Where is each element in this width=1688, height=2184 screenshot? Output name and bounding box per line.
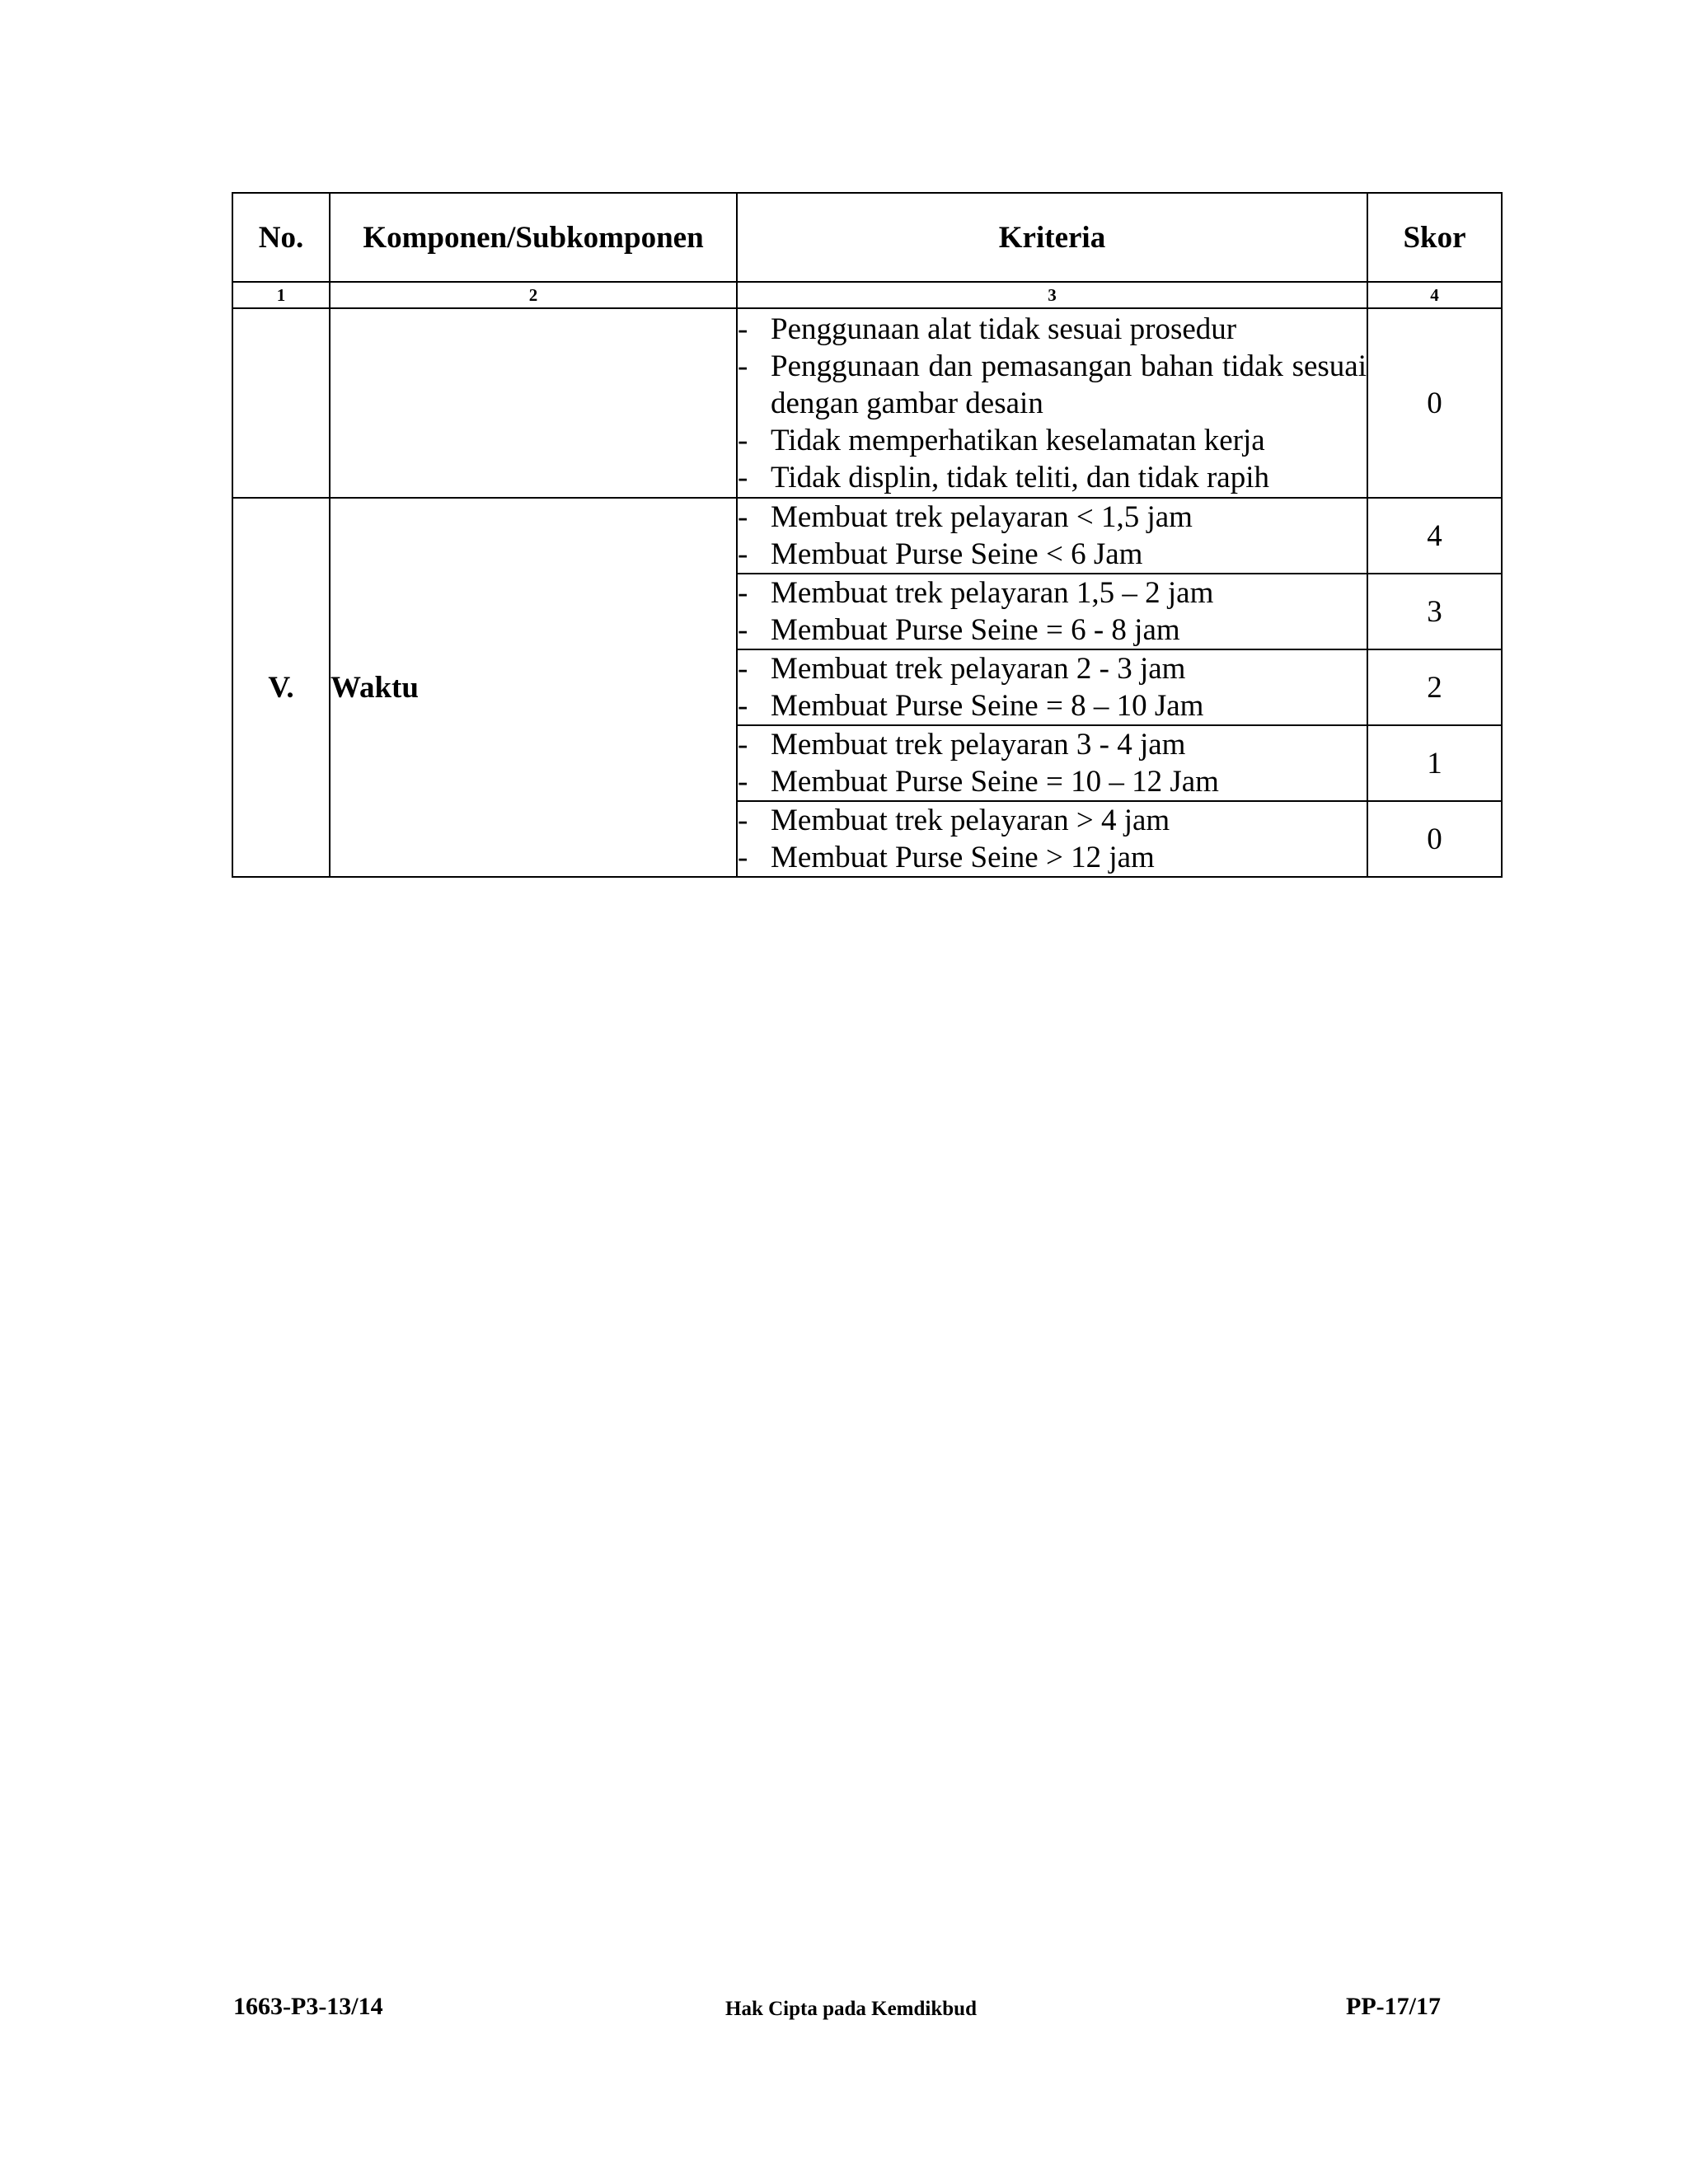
criteria-text: Membuat Purse Seine > 12 jam (771, 841, 1155, 874)
criteria-item (738, 763, 1367, 800)
header-criteria: Kriteria (737, 193, 1367, 282)
criteria-text: Membuat Purse Seine = 8 – 10 Jam (771, 689, 1204, 723)
criteria-item (738, 802, 1367, 839)
bullet-dash: - (738, 652, 748, 686)
criteria-cell (737, 725, 1367, 801)
row-component: Waktu (330, 498, 737, 877)
bullet-dash: - (738, 576, 748, 610)
criteria-text: Membuat Purse Seine < 6 Jam (771, 537, 1143, 571)
criteria-item (738, 536, 1367, 573)
criteria-item (738, 650, 1367, 687)
bullet-dash: - (738, 804, 748, 837)
criteria-item (738, 311, 1367, 348)
bullet-dash: - (738, 689, 748, 723)
criteria-item (738, 726, 1367, 763)
criteria-item (738, 499, 1367, 536)
bullet-dash: - (738, 460, 748, 494)
criteria-list (738, 574, 1367, 649)
criteria-item (738, 459, 1367, 496)
criteria-list (738, 802, 1367, 876)
criteria-item (738, 574, 1367, 612)
page-footer (0, 1993, 1688, 2026)
criteria-list (738, 311, 1367, 496)
score-cell: 0 (1367, 308, 1502, 498)
bullet-dash: - (738, 423, 748, 457)
column-number: 2 (330, 282, 737, 308)
criteria-cell (737, 574, 1367, 649)
criteria-list (738, 499, 1367, 573)
criteria-list (738, 650, 1367, 724)
row-number: V. (232, 498, 330, 877)
criteria-cell (737, 308, 1367, 498)
bullet-dash: - (738, 537, 748, 571)
criteria-item (738, 839, 1367, 876)
header-no: No. (232, 193, 330, 282)
column-number: 4 (1367, 282, 1502, 308)
criteria-text: Membuat trek pelayaran 3 - 4 jam (771, 728, 1186, 762)
criteria-text: Membuat Purse Seine = 10 – 12 Jam (771, 765, 1219, 799)
column-number-row (232, 282, 1502, 308)
table-row (232, 498, 1502, 574)
copyright-notice: Hak Cipta pada Kemdikbud (725, 1998, 977, 2020)
column-number: 1 (232, 282, 330, 308)
bullet-dash: - (738, 728, 748, 762)
bullet-dash: - (738, 500, 748, 534)
criteria-cell (737, 498, 1367, 574)
criteria-text: Penggunaan dan pemasangan bahan tidak sesuai dengan gambar desain (771, 349, 1367, 420)
criteria-text: Tidak memperhatikan keselamatan kerja (771, 423, 1265, 457)
score-cell: 1 (1367, 725, 1502, 801)
criteria-text: Membuat trek pelayaran > 4 jam (771, 804, 1170, 837)
criteria-item (738, 422, 1367, 459)
criteria-item (738, 687, 1367, 724)
bullet-dash: - (738, 765, 748, 799)
criteria-item (738, 612, 1367, 649)
bullet-dash: - (738, 613, 748, 647)
header-row (232, 193, 1502, 282)
criteria-text: Membuat trek pelayaran 2 - 3 jam (771, 652, 1186, 686)
criteria-text: Membuat trek pelayaran < 1,5 jam (771, 500, 1193, 534)
criteria-cell (737, 649, 1367, 725)
header-score: Skor (1367, 193, 1502, 282)
criteria-item (738, 348, 1367, 422)
criteria-text: Membuat trek pelayaran 1,5 – 2 jam (771, 576, 1214, 610)
criteria-text: Membuat Purse Seine = 6 - 8 jam (771, 613, 1180, 647)
header-component: Komponen/Subkomponen (330, 193, 737, 282)
bullet-dash: - (738, 349, 748, 383)
row-component (330, 308, 737, 498)
criteria-cell (737, 801, 1367, 877)
rubric-table (232, 192, 1503, 878)
score-cell: 4 (1367, 498, 1502, 574)
score-cell: 2 (1367, 649, 1502, 725)
document-code: 1663-P3-13/14 (233, 1993, 383, 2020)
table-row (232, 308, 1502, 498)
bullet-dash: - (738, 312, 748, 346)
score-cell: 0 (1367, 801, 1502, 877)
bullet-dash: - (738, 841, 748, 874)
score-cell: 3 (1367, 574, 1502, 649)
column-number: 3 (737, 282, 1367, 308)
criteria-list (738, 726, 1367, 800)
page-number: PP-17/17 (1346, 1993, 1441, 2020)
row-number (232, 308, 330, 498)
criteria-text: Tidak displin, tidak teliti, dan tidak rapih (771, 460, 1269, 494)
criteria-text: Penggunaan alat tidak sesuai prosedur (771, 312, 1237, 346)
